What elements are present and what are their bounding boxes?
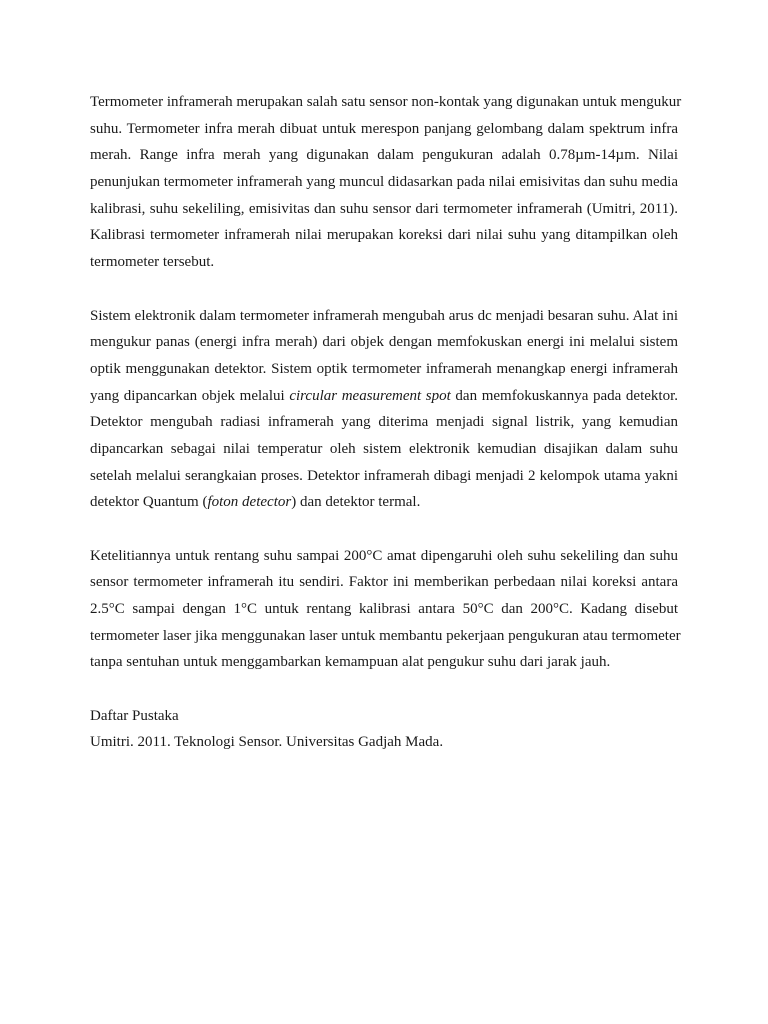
text-line [90, 489, 678, 516]
text-line: setelah melalui serangkaian proses. Detektor inframerah dibagi menjadi 2 kelompok utama yakni [90, 467, 678, 484]
text-line: dipancarkan sebagai nilai temperatur oleh sistem elektronik kemudian disajikan dalam suhu [90, 440, 678, 457]
text-line: termometer tersebut. [90, 254, 215, 271]
text-line: Detektor mengubah radiasi inframerah yang diterima menjadi signal listrik, yang kemudian [90, 414, 678, 431]
italic-term: foton detector [207, 494, 292, 511]
text-line: kalibrasi, suhu sekeliling, emisivitas dan suhu sensor dari termometer inframerah (Umitri, 2011). [90, 200, 678, 217]
italic-term: circular measurement spot [289, 387, 451, 404]
text-line: Termometer inframerah merupakan salah satu sensor non-kontak yang digunakan untuk mengukur [90, 94, 682, 110]
text-line: optik menggunakan detektor. Sistem optik termometer inframerah menangkap energi inframerah [90, 360, 678, 377]
paragraph-2 [90, 303, 678, 517]
reference-entry: Umitri. 2011. Teknologi Sensor. Universitas Gadjah Mada. [90, 733, 444, 750]
text-line: 2.5°C sampai dengan 1°C untuk rentang kalibrasi antara 50°C dan 200°C. Kadang disebut [90, 601, 678, 618]
text-line: Kalibrasi termometer inframerah nilai merupakan koreksi dari nilai suhu yang ditampilkan oleh [90, 227, 678, 244]
text-segment: yang dipancarkan objek melalui [90, 387, 290, 404]
text-segment: dan memfokuskannya pada detektor. [450, 387, 679, 404]
text-line: Sistem elektronik dalam termometer inframerah mengubah arus dc menjadi besaran suhu. Alat ini [90, 307, 678, 324]
text-line: sensor termometer inframerah itu sendiri. Faktor ini memberikan perbedaan nilai koreksi antara [90, 574, 678, 591]
document-body [90, 89, 682, 755]
text-line: tanpa sentuhan untuk menggambarkan kemampuan alat pengukur suhu dari jarak jauh. [90, 654, 611, 671]
paragraph-1 [90, 89, 682, 276]
text-line: merah. Range infra merah yang digunakan dalam pengukuran adalah 0.78µm-14µm. Nilai [90, 147, 678, 164]
text-segment: ) dan detektor termal. [291, 494, 421, 511]
text-line: Ketelitiannya untuk rentang suhu sampai 200°C amat dipengaruhi oleh suhu sekeliling dan suhu [90, 547, 678, 564]
references-section [90, 703, 678, 755]
text-segment: detektor Quantum ( [90, 494, 208, 511]
text-line: suhu. Termometer infra merah dibuat untuk merespon panjang gelombang dalam spektrum infra [90, 120, 678, 137]
text-line: mengukur panas (energi infra merah) dari objek dengan memfokuskan energi ini melalui sistem [90, 334, 678, 351]
text-line: penunjukan termometer inframerah yang muncul didasarkan pada nilai emisivitas dan suhu media [90, 174, 678, 191]
paragraph-3 [90, 543, 681, 676]
text-line [90, 383, 678, 410]
text-line: termometer laser jika menggunakan laser untuk membantu pekerjaan pengukuran atau termometer [90, 627, 681, 644]
references-heading: Daftar Pustaka [90, 707, 179, 724]
